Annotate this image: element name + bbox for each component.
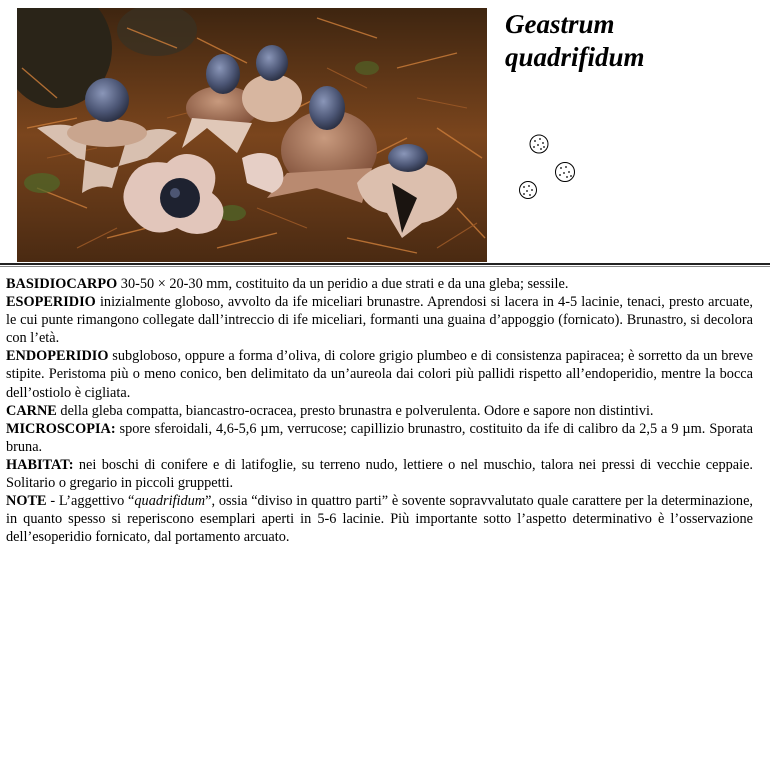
section-text: subgloboso, oppure a forma d’oliva, di colore grigio plumbeo e di consistenza papiracea; è sorretto da un breve stipite. Peristoma più o meno conico, ben delimitato da un’aureola dai colori più pallidi rispetto all’endoperidio, mentre la bocca dell’ostiolo è cigliata. xyxy=(6,348,753,401)
section-carne xyxy=(6,402,753,420)
section-heading: ESOPERIDIO xyxy=(6,294,96,311)
section-heading: CARNE xyxy=(6,402,57,419)
section-note xyxy=(6,492,753,546)
species-title-genus: Geastrum xyxy=(505,9,615,39)
section-microscopia xyxy=(6,420,753,456)
section-esoperidio xyxy=(6,293,753,347)
section-heading: BASIDIOCARPO xyxy=(6,276,118,292)
species-title xyxy=(505,8,645,74)
note-text-before: - L’aggettivo “ xyxy=(46,493,135,510)
geastrum-photo-icon xyxy=(17,8,487,262)
section-habitat xyxy=(6,456,753,492)
spore-drawing-icon xyxy=(512,128,582,208)
note-text-after: ”, ossia “diviso in quattro parti” è sovente sopravvalutato quale carattere per la determinazione, in quanto spesso si reperiscono esemplari aperti in 5-6 lacinie. Più importante sotto l’aspetto determinativo è l’osservazione dell’esoperidio fornicato, dal portamento arcuato. xyxy=(6,493,753,546)
section-text: nei boschi di conifere e di latifoglie, su terreno nudo, lettiere o nel muschio, talora nei pressi di vecchie ceppaie. Solitario o gregario in piccoli gruppetti. xyxy=(6,456,753,492)
section-text: inizialmente globoso, avvolto da ife miceliari brunastre. Aprendosi si lacera in 4-5 lacinie, tenaci, presto arcuate, le cui punte rimangono collegate dall’intreccio di ife miceliari, formanti una guaina d’appoggio (fornicato). Brunastro, si decolora con l’età. xyxy=(6,294,753,347)
section-text: 30-50 × 20-30 mm, costituito da un peridio a due strati e da una gleba; sessile. xyxy=(117,276,569,292)
divider-line-thin xyxy=(0,266,770,267)
section-heading: HABITAT: xyxy=(6,456,74,473)
section-text: spore sferoidali, 4,6-5,6 µm, verrucose; capillizio brunastro, costituito da ife di calibro da 2,5 a 9 µm. Sporata bruna. xyxy=(6,420,753,455)
species-title-epithet: quadrifidum xyxy=(505,42,645,72)
section-heading: NOTE xyxy=(6,493,47,510)
section-basidiocarpo xyxy=(6,275,753,293)
note-italic-term: quadrifidum xyxy=(134,493,206,510)
section-endoperidio xyxy=(6,347,753,401)
description-body xyxy=(6,275,753,546)
section-text: della gleba compatta, biancastro-ocracea, presto brunastra e polverulenta. Odore e sapore non distintivi. xyxy=(56,402,654,419)
divider-line xyxy=(0,263,770,265)
section-heading: MICROSCOPIA: xyxy=(6,420,116,437)
section-heading: ENDOPERIDIO xyxy=(6,348,109,365)
mushroom-photo xyxy=(17,8,487,262)
